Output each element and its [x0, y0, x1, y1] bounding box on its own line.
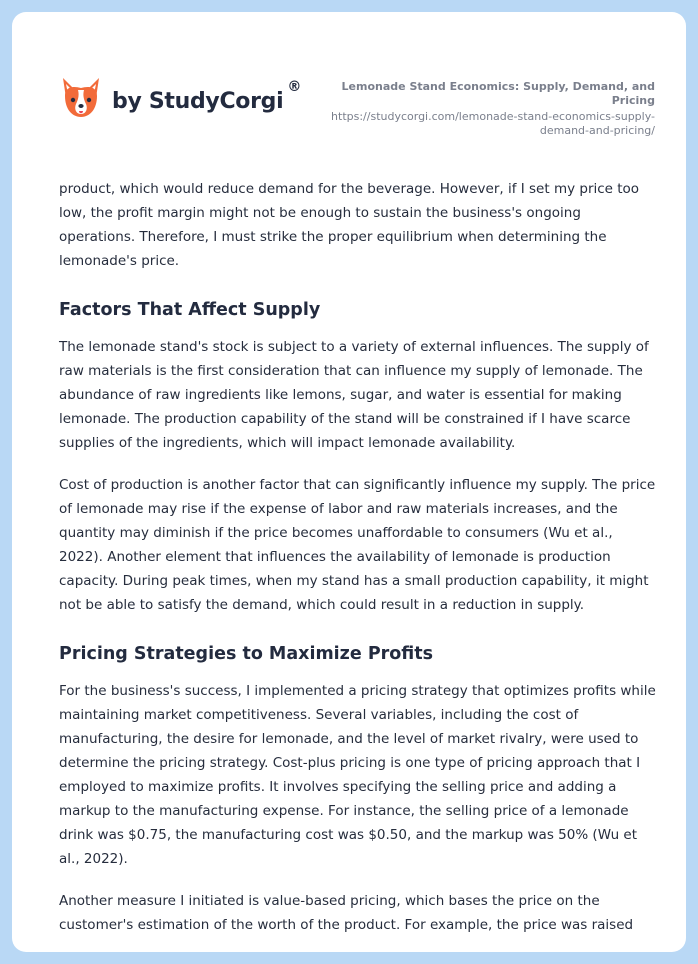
paragraph: The lemonade stand's stock is subject to a variety of external influences. The supply of raw materials is the first consideration that can influence my supply of lemonade. The abundance of raw ingredients like lemons, sugar, and water is essential for making lemonade. The production capability of the stand will be constrained if I have scarce supplies of the ingredients, which will impact lemonade availability. — [59, 339, 649, 451]
document-title: Lemonade Stand Economics: Supply, Demand, and Pricing — [341, 80, 655, 107]
intro-paragraph: product, which would reduce demand for the beverage. However, if I set my price too low, the profit margin might not be enough to sustain the business's ongoing operations. Therefore, I must strike the proper equilibrium when determining the lemonade's price. — [59, 181, 640, 269]
document-page — [12, 12, 686, 952]
studycorgi-logo[interactable] — [60, 76, 301, 122]
paragraph: For the business's success, I implemented a pricing strategy that optimizes profits while maintaining market competitiveness. Several variables, including the cost of manufacturing, the desire for lemonade, and the level of market rivalry, were used to determine the pricing strategy. Cost-plus pricing is one type of pricing approach that I employed to maximize profits. It involves specifying the selling price and adding a markup to the manufacturing expense. For instance, the selling price of a lemonade drink was $0.75, the manufacturing cost was $0.50, and the markup was 50% (Wu et al., 2022). — [59, 683, 656, 867]
section-heading-pricing: Pricing Strategies to Maximize Profits — [59, 644, 434, 664]
document-url[interactable]: https://studycorgi.com/lemonade-stand-economics-supply-demand-and-pricing/ — [331, 110, 655, 137]
paragraph: Cost of production is another factor that can significantly influence my supply. The price of lemonade may rise if the expense of labor and raw materials increases, and the quantity may diminish if the price becomes unaffordable to consumers (Wu et al., 2022). Another element that influences the availability of lemonade is production capacity. During peak times, when my stand has a small production capability, it might not be able to satisfy the demand, which could result in a reduction in supply. — [59, 477, 656, 613]
registered-mark: ® — [287, 79, 302, 95]
section-heading-supply: Factors That Affect Supply — [59, 300, 321, 320]
article-body — [59, 177, 659, 952]
paragraph: Another measure I initiated is value-based pricing, which bases the price on the customer's estimation of the worth of the product. For example, the price was raised — [59, 893, 634, 933]
brand-name: by StudyCorgi — [112, 88, 284, 114]
document-meta — [295, 80, 655, 138]
corgi-logo-icon — [60, 76, 102, 122]
page-header — [12, 12, 686, 162]
